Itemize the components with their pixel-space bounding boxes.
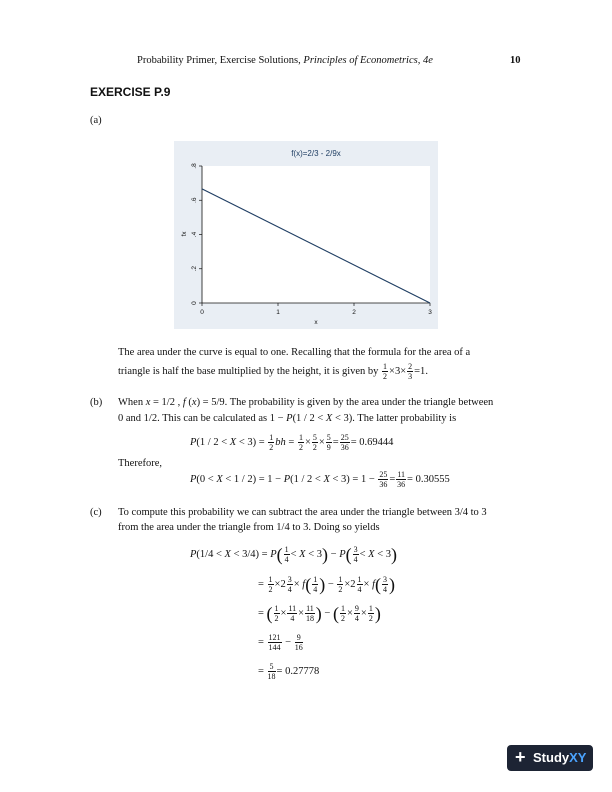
part-b-line2: 0 and 1/2. This can be calculated as 1 − P(1 / 2 < X < 3). The latter probability is — [118, 413, 457, 424]
equation-b2: P(0 < X < 1 / 2) = 1 − P(1 / 2 < X < 3) = 1 − $\frac{25}{36}$ = $\frac{11}{36}$ = 0.30555 — [190, 470, 450, 489]
y-axis-label: fx — [181, 231, 188, 237]
page-number: 10 — [510, 55, 521, 66]
part-c-line1: To compute this probability we can subtract the area under the triangle between 3/4 to 3 — [118, 507, 487, 518]
plot-area — [202, 166, 430, 303]
equation-c5: = $\frac{5}{18}$ = 0.27778 — [258, 662, 320, 681]
equation-c3: = ( $\frac{1}{2}$ × $\frac{11}{4}$ × $\frac{11}{18}$ ) − ( $\frac{1}{2}$ × $\frac{9}{4}$ × $\frac{1}{2}$ ) — [258, 603, 381, 624]
x-tick-label: 3 — [428, 309, 432, 316]
studyxy-badge[interactable] — [507, 745, 593, 771]
brand-logo: StudyXY — [533, 750, 587, 765]
chart-title: f(x)=2/3 - 2/9x — [291, 149, 341, 158]
equation-c4: = $\frac{121}{144}$ − $\frac{9}{16}$ — [258, 633, 303, 652]
part-b-line1: When x = 1/2 , f (x) = 5/9. The probability is given by the area under the triangle between — [118, 397, 494, 408]
part-a-line2: triangle is half the base multiplied by the height, it is given by $\frac{1}{2}$ ×3× $\frac{2}{3}$ =1. — [118, 362, 428, 381]
equation-c1: P(1/4 < X < 3/4) = P( $\frac{1}{4}$ < X < 3) − P( $\frac{3}{4}$ < X < 3) — [190, 544, 397, 565]
equation-c2: = $\frac{1}{2}$ ×2 $\frac{3}{4}$ × f( $\frac{1}{4}$ ) − $\frac{1}{2}$ ×2 $\frac{1}{4}$ × f( $\frac{3}{4}$ ) — [258, 574, 395, 595]
x-tick-label: 2 — [352, 309, 356, 316]
part-a-label: (a) — [90, 115, 102, 126]
x-axis-label: x — [314, 319, 318, 326]
part-c-line2: from the area under the triangle from 1/4 to 3. Doing so yields — [118, 522, 380, 533]
y-tick-label: .8 — [191, 163, 198, 169]
part-c-label: (c) — [90, 507, 102, 518]
plus-icon: + — [515, 747, 526, 767]
y-tick-label: .6 — [191, 197, 198, 203]
frac: $\frac{1}{2}$ — [383, 362, 388, 381]
part-b-label: (b) — [90, 397, 103, 408]
x-tick-label: 1 — [276, 309, 280, 316]
y-tick-label: .4 — [191, 231, 198, 238]
y-tick-label: .2 — [191, 266, 198, 272]
equation-b1: P(1 / 2 < X < 3) = $\frac{1}{2}$ bh = $\frac{1}{2}$ × $\frac{5}{2}$ × $\frac{5}{9}$ = $\frac{25}{36}$ = 0.69444 — [190, 433, 394, 452]
frac: $\frac{2}{3}$ — [408, 362, 413, 381]
part-a-line1: The area under the curve is equal to one. Recalling that the formula for the area of a — [118, 347, 471, 358]
exercise-title: EXERCISE P.9 — [90, 85, 171, 99]
header-title: Probability Primer, Exercise Solutions, Principles of Econometrics, 4e — [137, 55, 433, 66]
x-tick-label: 0 — [200, 309, 204, 316]
chart — [174, 141, 438, 329]
therefore-text: Therefore, — [118, 458, 163, 469]
chart-svg — [174, 141, 438, 329]
y-tick-label: 0 — [191, 301, 198, 305]
